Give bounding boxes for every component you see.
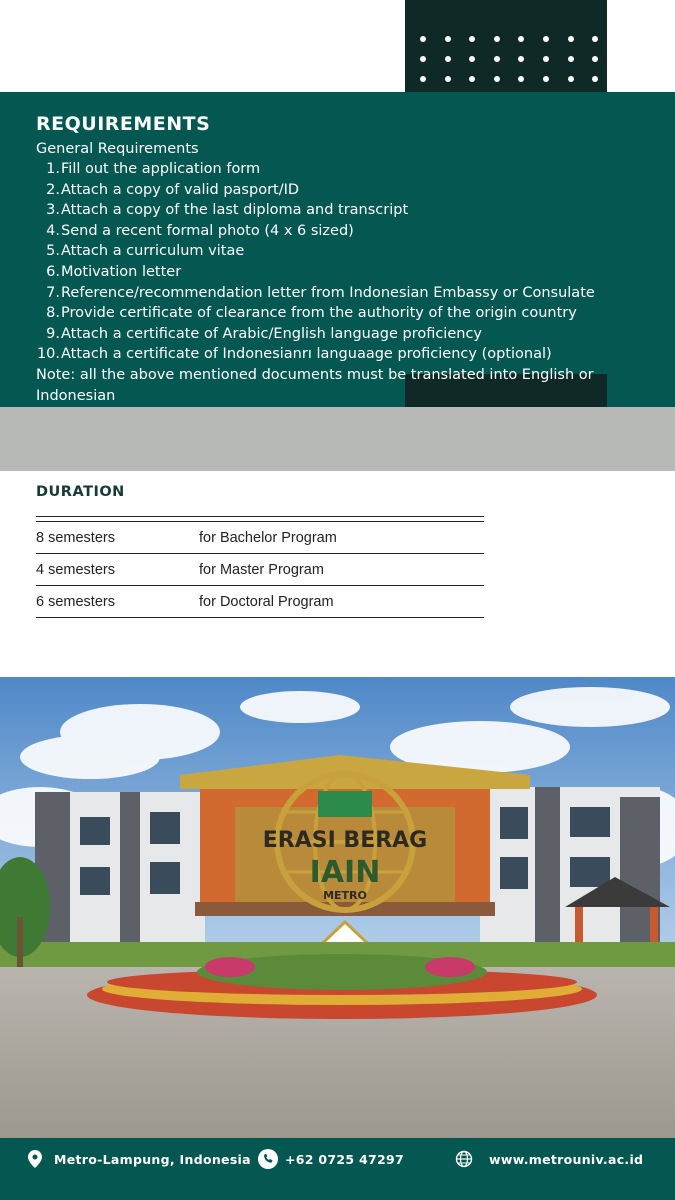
- campus-photo: [0, 677, 675, 1138]
- requirements-list: [36, 159, 666, 365]
- location-pin-icon: [28, 1150, 42, 1168]
- requirements-content: [36, 112, 666, 406]
- list-item: 8. Provide certificate of clearance from the authority of the origin country: [46, 305, 577, 322]
- list-item: 1. Fill out the application form: [46, 161, 261, 177]
- list-item: 5. Attach a curriculum vitae: [46, 243, 245, 260]
- requirements-title: REQUIREMENTS: [36, 113, 211, 135]
- list-item: 4. Send a recent formal photo (4 x 6 sized): [46, 222, 354, 239]
- list-item: 9. Attach a certificate of Arabic/English language proficiency: [46, 325, 483, 342]
- footer-location: [28, 1138, 251, 1180]
- website-link[interactable]: www.metrouniv.ac.id: [489, 1151, 644, 1167]
- phone-text: +62 0725 47297: [285, 1151, 405, 1167]
- semesters-cell: 8 semesters: [36, 529, 115, 546]
- program-cell: for Doctoral Program: [199, 593, 334, 610]
- program-cell: for Master Program: [199, 561, 324, 578]
- program-cell: for Bachelor Program: [199, 529, 337, 546]
- dot-pattern: [418, 34, 600, 84]
- table-row: [36, 586, 484, 618]
- sign-text: ERASI BERAG: [262, 828, 428, 853]
- table-row: [36, 522, 484, 554]
- footer-phone: [258, 1138, 404, 1180]
- duration-table: [36, 516, 484, 618]
- list-item: 6. Motivation letter: [46, 263, 182, 280]
- list-item: 7. Reference/recommendation letter from Indonesian Embassy or Consulate: [46, 284, 595, 301]
- gray-divider-band: [0, 407, 675, 471]
- phone-icon: [258, 1149, 278, 1169]
- location-text: Metro-Lampung, Indonesia: [54, 1151, 251, 1167]
- requirements-note: Note: all the above mentioned documents must be translated into English or Indonesian: [36, 366, 594, 404]
- footer-bar: [0, 1138, 675, 1200]
- semesters-cell: 4 semesters: [36, 561, 115, 578]
- requirements-subtitle: General Requirements: [36, 141, 199, 157]
- footer-website[interactable]: [455, 1138, 643, 1180]
- semesters-cell: 6 semesters: [36, 593, 115, 610]
- duration-title: DURATION: [36, 484, 125, 500]
- decorative-dot-block: [405, 0, 607, 92]
- logo-sub-text: METRO: [323, 889, 367, 902]
- table-row: [36, 554, 484, 586]
- logo-text: IAIN: [309, 855, 381, 890]
- globe-icon: [455, 1150, 473, 1168]
- list-item: 3. Attach a copy of the last diploma and transcript: [46, 202, 409, 219]
- list-item: 10. Attach a certificate of Indonesianrı languaage proficiency (optional): [36, 346, 552, 363]
- list-item: 2. Attach a copy of valid pasport/ID: [46, 181, 300, 198]
